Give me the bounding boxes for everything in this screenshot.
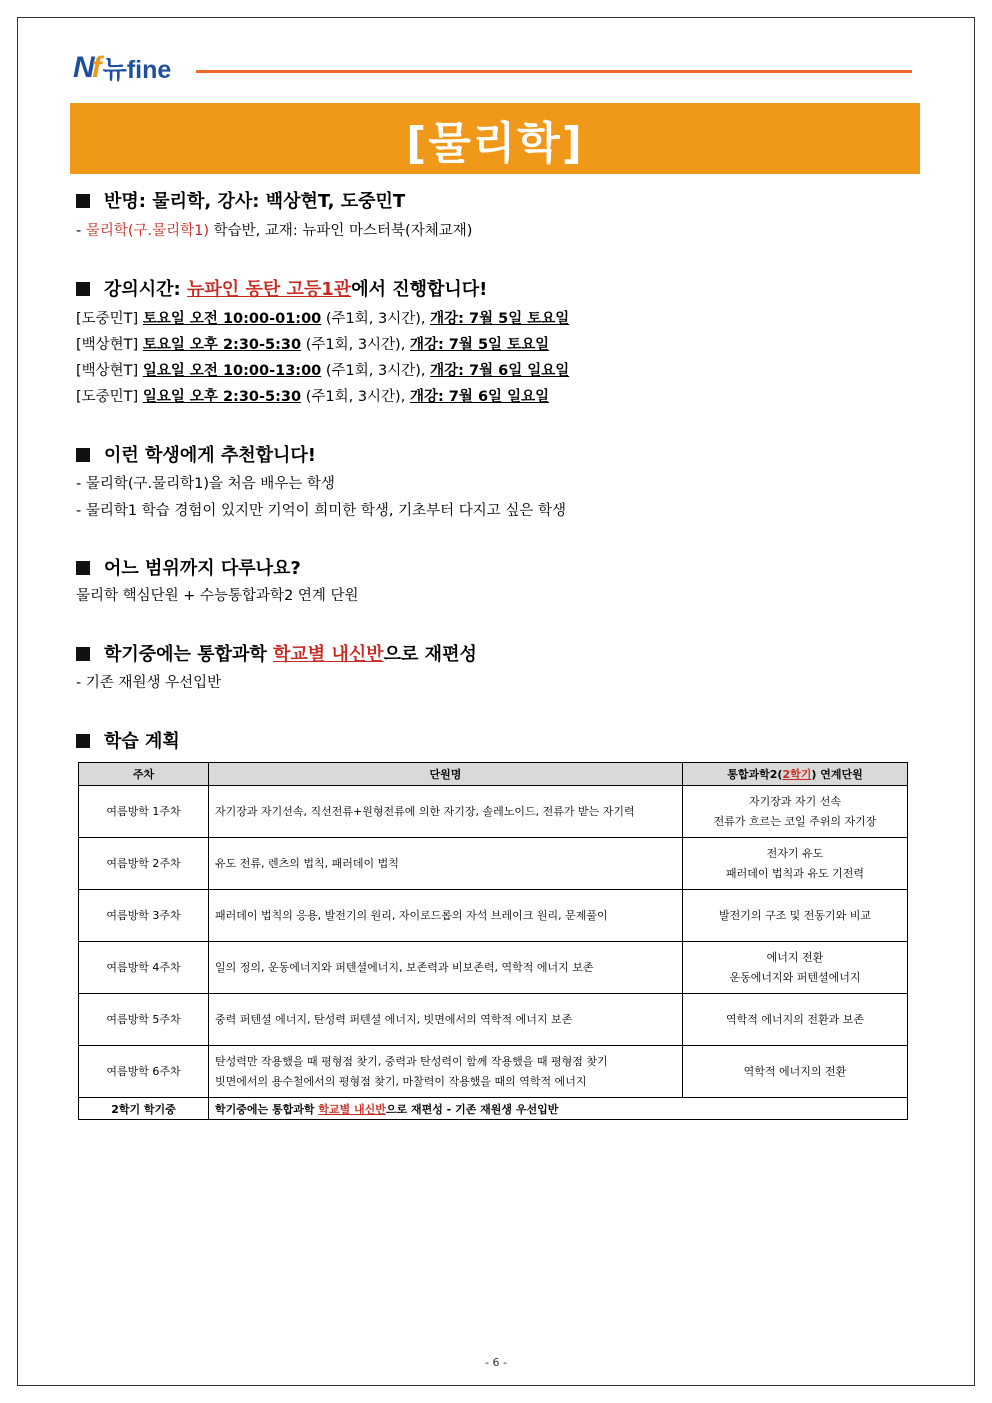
- study-plan-table: [78, 762, 908, 1120]
- scope-desc: 물리학 핵심단원 + 수능통합과학2 연계 단원: [76, 588, 359, 604]
- col-header-week: 주차: [79, 763, 209, 786]
- table-row: 여름방학 2주차 유도 전류, 렌츠의 법칙, 패러데이 법칙 전자기 유도 패러데이 법칙과 유도 기전력: [79, 838, 908, 890]
- table-row: 여름방학 1주차 자기장과 자기선속, 직선전류+원형전류에 의한 자기장, 솔레노이드, 전류가 받는 자기력 자기장과 자기 선속 전류가 흐르는 코일 주위의 자기장: [79, 786, 908, 838]
- bullet-square-icon: [76, 282, 90, 296]
- page-title: [물리학]: [70, 103, 920, 174]
- bullet-square-icon: [76, 647, 90, 661]
- section-schedule: 강의시간: 뉴파인 동탄 고등1관에서 진행합니다!: [76, 275, 487, 301]
- bullet-square-icon: [76, 194, 90, 208]
- schedule-row: [도중민T] 일요일 오후 2:30-5:30 (주1회, 3시간), 개강: 7월 6일 일요일: [76, 389, 550, 405]
- col-header-unit: 단원명: [209, 763, 683, 786]
- section-heading: 반명: 물리학, 강사: 백상현T, 도중민T: [104, 191, 406, 212]
- section-plan: 학습 계획: [76, 727, 180, 753]
- section-scope: 어느 범위까지 다루나요?: [76, 554, 301, 580]
- table-row: 여름방학 3주차 패러데이 법칙의 응용, 발전기의 원리, 자이로드롭의 자석 브레이크 원리, 문제풀이 발전기의 구조 및 전동기와 비교: [79, 890, 908, 942]
- class-desc: - 물리학(구.물리학1) 학습반, 교재: 뉴파인 마스터북(자체교재): [76, 223, 473, 239]
- logo-mark-icon: Nf: [73, 51, 99, 84]
- bullet-square-icon: [76, 734, 90, 748]
- schedule-row: [백상현T] 일요일 오전 10:00-13:00 (주1회, 3시간), 개강: 7월 6일 일요일: [76, 363, 570, 379]
- section-semester: 학기중에는 통합과학 학교별 내신반으로 재편성: [76, 640, 477, 666]
- table-row-semester: 2학기 학기중 학기중에는 통합과학 학교별 내신반으로 재편성 - 기존 재원생 우선입반: [79, 1098, 908, 1120]
- recommend-item: - 물리학1 학습 경험이 있지만 기억이 희미한 학생, 기초부터 다지고 싶은 학생: [76, 503, 566, 519]
- schedule-row: [도중민T] 토요일 오전 10:00-01:00 (주1회, 3시간), 개강: 7월 5일 토요일: [76, 311, 570, 327]
- recommend-item: - 물리학(구.물리학1)을 처음 배우는 학생: [76, 476, 335, 492]
- col-header-link: 통합과학2(2학기) 연계단원: [683, 763, 908, 786]
- table-row: 여름방학 5주차 중력 퍼텐셜 에너지, 탄성력 퍼텐셜 에너지, 빗면에서의 역학적 에너지 보존 역학적 에너지의 전환과 보존: [79, 994, 908, 1046]
- logo: [73, 50, 171, 86]
- table-row: 여름방학 4주차 일의 정의, 운동에너지와 퍼텐셜에너지, 보존력과 비보존력, 역학적 에너지 보존 에너지 전환 운동에너지와 퍼텐셜에너지: [79, 942, 908, 994]
- logo-text: 뉴fine: [102, 56, 172, 84]
- venue-highlight: 뉴파인 동탄 고등1관: [187, 279, 352, 300]
- section-class-info: [76, 187, 405, 213]
- schedule-row: [백상현T] 토요일 오후 2:30-5:30 (주1회, 3시간), 개강: 7월 5일 토요일: [76, 337, 550, 353]
- subject-highlight: 물리학(구.물리학1): [85, 223, 210, 239]
- page-number: - 6 -: [485, 1356, 507, 1369]
- table-row: 여름방학 6주차 탄성력만 작용했을 때 평형점 찾기, 중력과 탄성력이 함께 작용했을 때 평형점 찾기 빗면에서의 용수철에서의 평형점 찾기, 마찰력이 작용했을 때의 역학적 에너지 역학적 에너지의 전환: [79, 1046, 908, 1098]
- bullet-square-icon: [76, 448, 90, 462]
- section-recommend: 이런 학생에게 추천합니다!: [76, 441, 316, 467]
- bullet-square-icon: [76, 561, 90, 575]
- school-class-highlight: 학교별 내신반: [273, 644, 384, 665]
- header-divider: [196, 70, 912, 73]
- semester-desc: - 기존 재원생 우선입반: [76, 675, 222, 691]
